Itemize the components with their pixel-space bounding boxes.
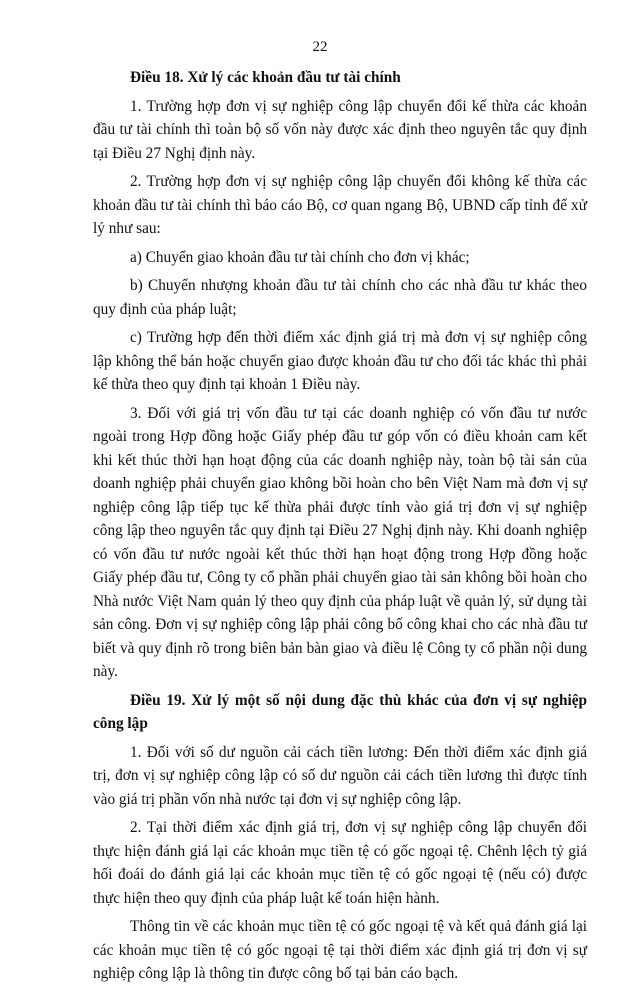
article-18-clause-2a: a) Chuyển giao khoản đầu tư tài chính cho đơn vị khác; bbox=[130, 248, 470, 266]
page-number: 22 bbox=[312, 39, 328, 55]
article-19-clause-1: 1. Đối với số dư nguồn cải cách tiền lương: Đến thời điểm xác định giá trị, đơn vị sự nghiệp công lập có số dư nguồn cải cách tiền lương thì được tính vào giá trị phần vốn nhà nước tại đơn vị sự nghiệp công lập. bbox=[93, 743, 587, 808]
article-18-clause-2c: c) Trường hợp đến thời điểm xác định giá trị mà đơn vị sự nghiệp công lập không thể bán hoặc chuyển giao được khoản đầu tư cho đối tác khác thì phải kế thừa theo quy định tại khoản 1 Điều này. bbox=[93, 329, 587, 393]
article-19-heading: Điều 19. Xử lý một số nội dung đặc thù khác của đơn vị sự nghiệp công lập bbox=[93, 691, 587, 732]
article-18-heading: Điều 18. Xử lý các khoản đầu tư tài chính bbox=[130, 69, 401, 86]
article-18 bbox=[93, 66, 587, 684]
article-18-clause-2: 2. Trường hợp đơn vị sự nghiệp công lập chuyển đổi không kế thừa các khoản đầu tư tài chính thì báo cáo Bộ, cơ quan ngang Bộ, UBND cấp tỉnh để xử lý như sau: bbox=[93, 173, 587, 237]
document-body bbox=[93, 66, 587, 991]
article-19-clause-2: 2. Tại thời điểm xác định giá trị, đơn vị sự nghiệp công lập chuyển đổi thực hiện đánh giá lại các khoản mục tiền tệ có gốc ngoại tệ. Chênh lệch tỷ giá hối đoái do đánh giá lại các khoản mục tiền tệ có gốc ngoại tệ (nếu có) được thực hiện theo quy định của pháp luật kế toán hiện hành. bbox=[93, 819, 587, 907]
article-18-clause-1: 1. Trường hợp đơn vị sự nghiệp công lập chuyển đổi kế thừa các khoản đầu tư tài chính thì toàn bộ số vốn này được xác định theo nguyên tắc quy định tại Điều 27 Nghị định này. bbox=[93, 97, 587, 162]
article-19-paragraph-3: Thông tin về các khoản mục tiền tệ có gốc ngoại tệ và kết quả đánh giá lại các khoản mục tiền tệ có gốc ngoại tệ tại thời điểm xác định giá trị đơn vị sự nghiệp công lập là thông tin được công bố tại bản cáo bạch. bbox=[93, 918, 587, 982]
article-18-clause-2b: b) Chuyển nhượng khoản đầu tư tài chính cho các nhà đầu tư khác theo quy định của pháp luật; bbox=[93, 277, 587, 318]
article-18-clause-3: 3. Đối với giá trị vốn đầu tư tại các doanh nghiệp có vốn đầu tư nước ngoài trong Hợp đồng hoặc Giấy phép đầu tư góp vốn có điều khoản cam kết khi kết thúc thời hạn hoạt động của các doanh nghiệp này, toàn bộ tài sản của doanh nghiệp phải chuyển giao không bồi hoàn cho bên Việt Nam mà đơn vị sự nghiệp công lập tiếp tục kế thừa phải được tính vào giá trị đơn vị sự nghiệp công lập theo nguyên tắc quy định tại Điều 27 Nghị định này. Khi doanh nghiệp có vốn đầu tư nước ngoài kết thúc thời hạn hoạt động trong Hợp đồng hoặc Giấy phép đầu tư, Công ty cổ phần phải chuyển giao tài sản không bồi hoàn cho Nhà nước Việt Nam quản lý theo quy định của pháp luật về quản lý, sử dụng tài sản công. Đơn vị sự nghiệp công lập phải công bố công khai cho các nhà đầu tư biết và quy định rõ trong biên bản bàn giao và điều lệ Công ty cổ phần nội dung này. bbox=[93, 404, 587, 680]
article-19 bbox=[93, 689, 587, 986]
